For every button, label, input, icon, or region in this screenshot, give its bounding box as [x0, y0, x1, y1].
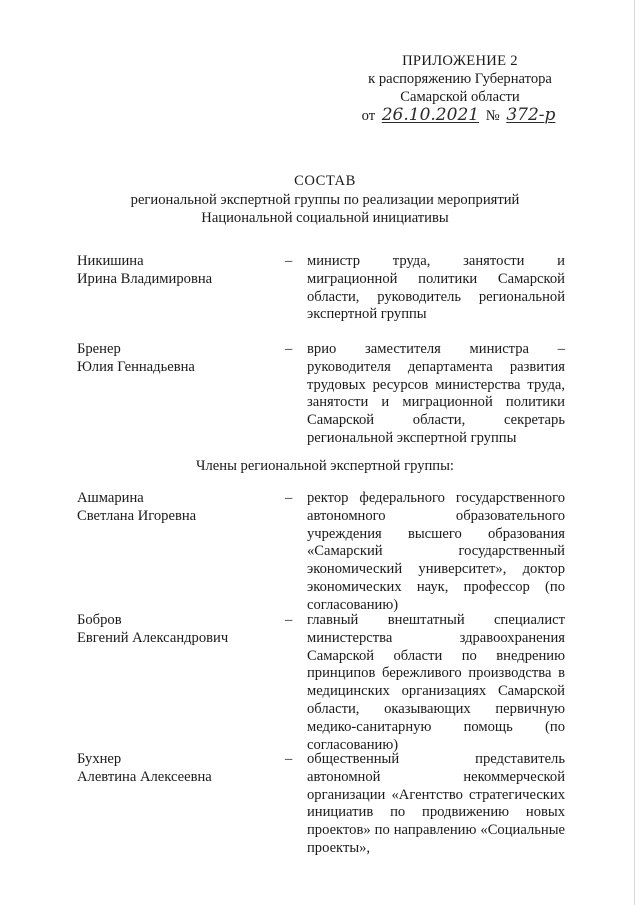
member-given-names: Светлана Игоревна: [77, 508, 197, 524]
member-role: ректор федерального государственного автономного образовательного учреждения высшего образования «Самарский государственный экономический университет», доктор экономических наук, профессор (по согласованию): [307, 490, 565, 613]
member-role: министр труда, занятости и миграционной политики Самарской области, руководитель региональной экспертной группы: [307, 253, 565, 323]
member-given-names: Юлия Геннадьевна: [77, 359, 195, 375]
member-role: врио заместителя министра – руководителя департамента развития трудовых ресурсов министерства труда, занятости и миграционной политики Самарской области, секретарь региональной экспертной группы: [307, 341, 565, 446]
member-name: [77, 341, 277, 377]
member-dash: –: [285, 612, 293, 628]
member-given-names: Алевтина Алексеевна: [77, 769, 212, 785]
member-dash: –: [285, 751, 293, 767]
members-section-heading: Члены региональной экспертной группы:: [196, 458, 454, 474]
member-name: [77, 490, 277, 526]
document-heading: [40, 173, 610, 228]
member-role: главный внештатный специалист министерства здравоохранения Самарской области по внедрению принципов бережливого производства в медицинских организациях Самарской области, оказывающих первичную медико-санитарную помощь (по согласованию): [307, 612, 565, 753]
member-dash: –: [285, 341, 293, 357]
number-label: №: [485, 108, 500, 124]
member-name: [77, 751, 277, 787]
appendix-signature-line: [300, 107, 620, 125]
decree-date: 26.10.2021: [381, 105, 480, 125]
member-dash: –: [285, 490, 293, 506]
member-given-names: Евгений Александрович: [77, 630, 229, 646]
member-name: [77, 253, 277, 289]
member-surname: Бухнер: [77, 751, 122, 767]
from-label: от: [361, 108, 376, 124]
heading-subtitle-1: региональной экспертной группы по реализации мероприятий: [130, 192, 520, 208]
member-name: [77, 612, 277, 648]
member-surname: Бобров: [77, 612, 122, 628]
heading-title: СОСТАВ: [294, 173, 356, 189]
member-dash: –: [285, 253, 293, 269]
appendix-line-region: Самарской области: [400, 89, 520, 105]
member-surname: Ашмарина: [77, 490, 144, 506]
appendix-line-decree: к распоряжению Губернатора: [368, 71, 552, 87]
appendix-title: ПРИЛОЖЕНИЕ 2: [402, 53, 518, 69]
member-role: общественный представитель автономной некоммерческой организации «Агентство стратегических инициатив по продвижению новых проектов» по направлению «Социальные проекты»,: [307, 751, 565, 856]
decree-number: 372-р: [506, 105, 556, 125]
member-given-names: Ирина Владимировна: [77, 271, 213, 287]
heading-subtitle-2: Национальной социальной инициативы: [201, 210, 449, 226]
member-surname: Бренер: [77, 341, 121, 357]
appendix-block: [300, 53, 620, 125]
member-surname: Никишина: [77, 253, 144, 269]
